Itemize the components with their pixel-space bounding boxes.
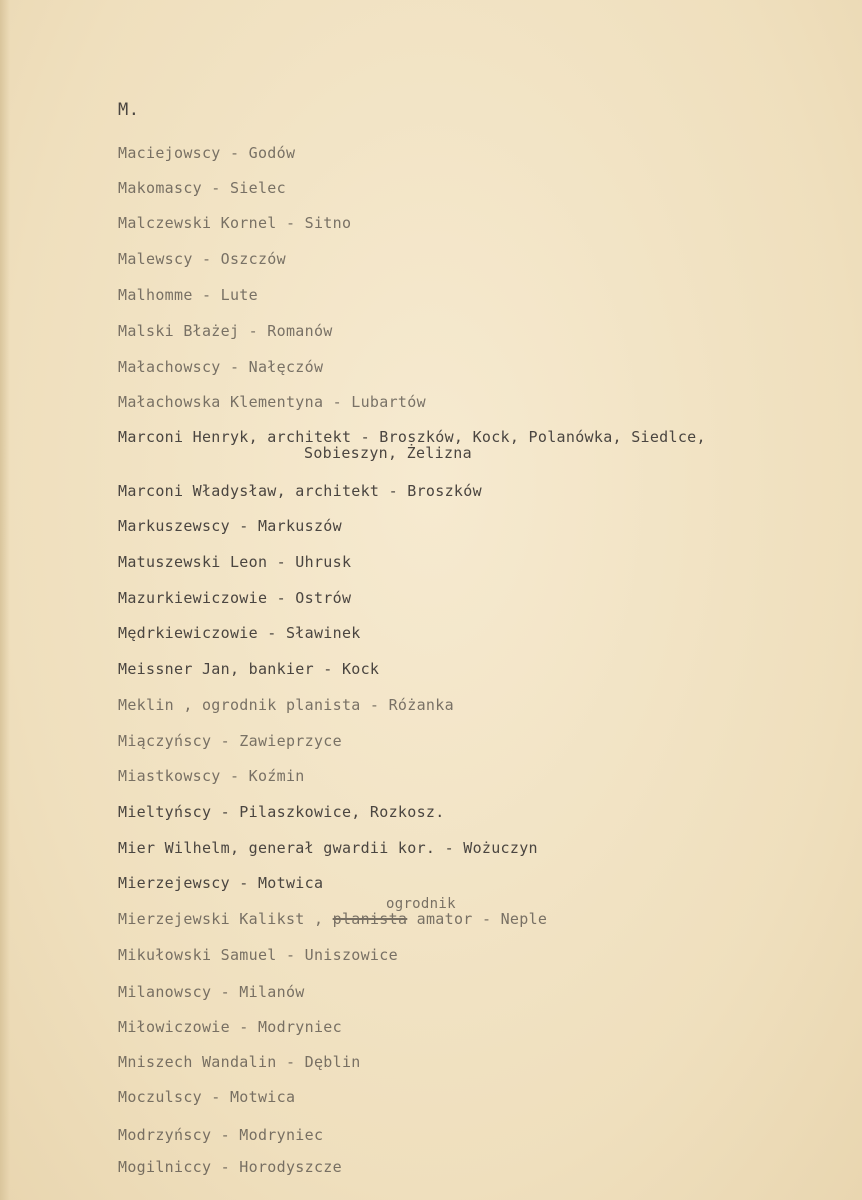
list-item: Miłowiczowie - Modryniec [118, 1018, 342, 1036]
list-item: Malski Błażej - Romanów [118, 322, 333, 340]
list-item: Makomascy - Sielec [118, 179, 286, 197]
list-item: Małachowska Klementyna - Lubartów [118, 393, 426, 411]
list-item-rest: amator - Neple [416, 910, 548, 928]
inserted-word: ogrodnik [386, 896, 456, 912]
list-item: Maciejowscy - Godów [118, 144, 296, 162]
list-item: Mogilniccy - Horodyszcze [118, 1158, 342, 1176]
list-item: Meklin , ogrodnik planista - Różanka [118, 696, 454, 714]
section-letter: M. [118, 100, 140, 120]
list-item: Malewscy - Oszczów [118, 250, 286, 268]
list-item: Malhomme - Lute [118, 286, 258, 304]
list-item: Mikułowski Samuel - Uniszowice [118, 946, 398, 964]
list-item: Milanowscy - Milanów [118, 983, 305, 1001]
list-item: Moczulscy - Motwica [118, 1088, 296, 1106]
list-item: Malczewski Kornel - Sitno [118, 214, 352, 232]
list-item-corrected [118, 896, 548, 928]
list-item: Miączyńscy - Zawieprzyce [118, 732, 342, 750]
list-item: Miastkowscy - Koźmin [118, 767, 305, 785]
list-item: Matuszewski Leon - Uhrusk [118, 553, 352, 571]
list-item: Mieltyńscy - Pilaszkowice, Rozkosz. [118, 803, 445, 821]
list-item-text: Marconi Henryk, architekt - Broszków, Kock, Polanówka, Siedlce, [118, 428, 706, 446]
list-item: Mierzejewscy - Motwica [118, 874, 324, 892]
list-item: Mier Wilhelm, generał gwardii kor. - Wożuczyn [118, 839, 538, 857]
list-item: Markuszewscy - Markuszów [118, 517, 342, 535]
struck-word: planista [332, 910, 408, 928]
list-item-text: Mierzejewski Kalikst , [118, 910, 324, 928]
list-item-multiline [118, 428, 706, 462]
list-item: Mniszech Wandalin - Dęblin [118, 1053, 361, 1071]
list-item: Mazurkiewiczowie - Ostrów [118, 589, 352, 607]
list-item: Meissner Jan, bankier - Kock [118, 660, 380, 678]
list-item: Małachowscy - Nałęczów [118, 358, 324, 376]
list-item: Marconi Władysław, architekt - Broszków [118, 482, 482, 500]
list-item: Modrzyńscy - Modryniec [118, 1126, 324, 1144]
list-item-continuation: Sobieszyn, Żelizna [304, 444, 472, 462]
list-item: Mędrkiewiczowie - Sławinek [118, 624, 361, 642]
